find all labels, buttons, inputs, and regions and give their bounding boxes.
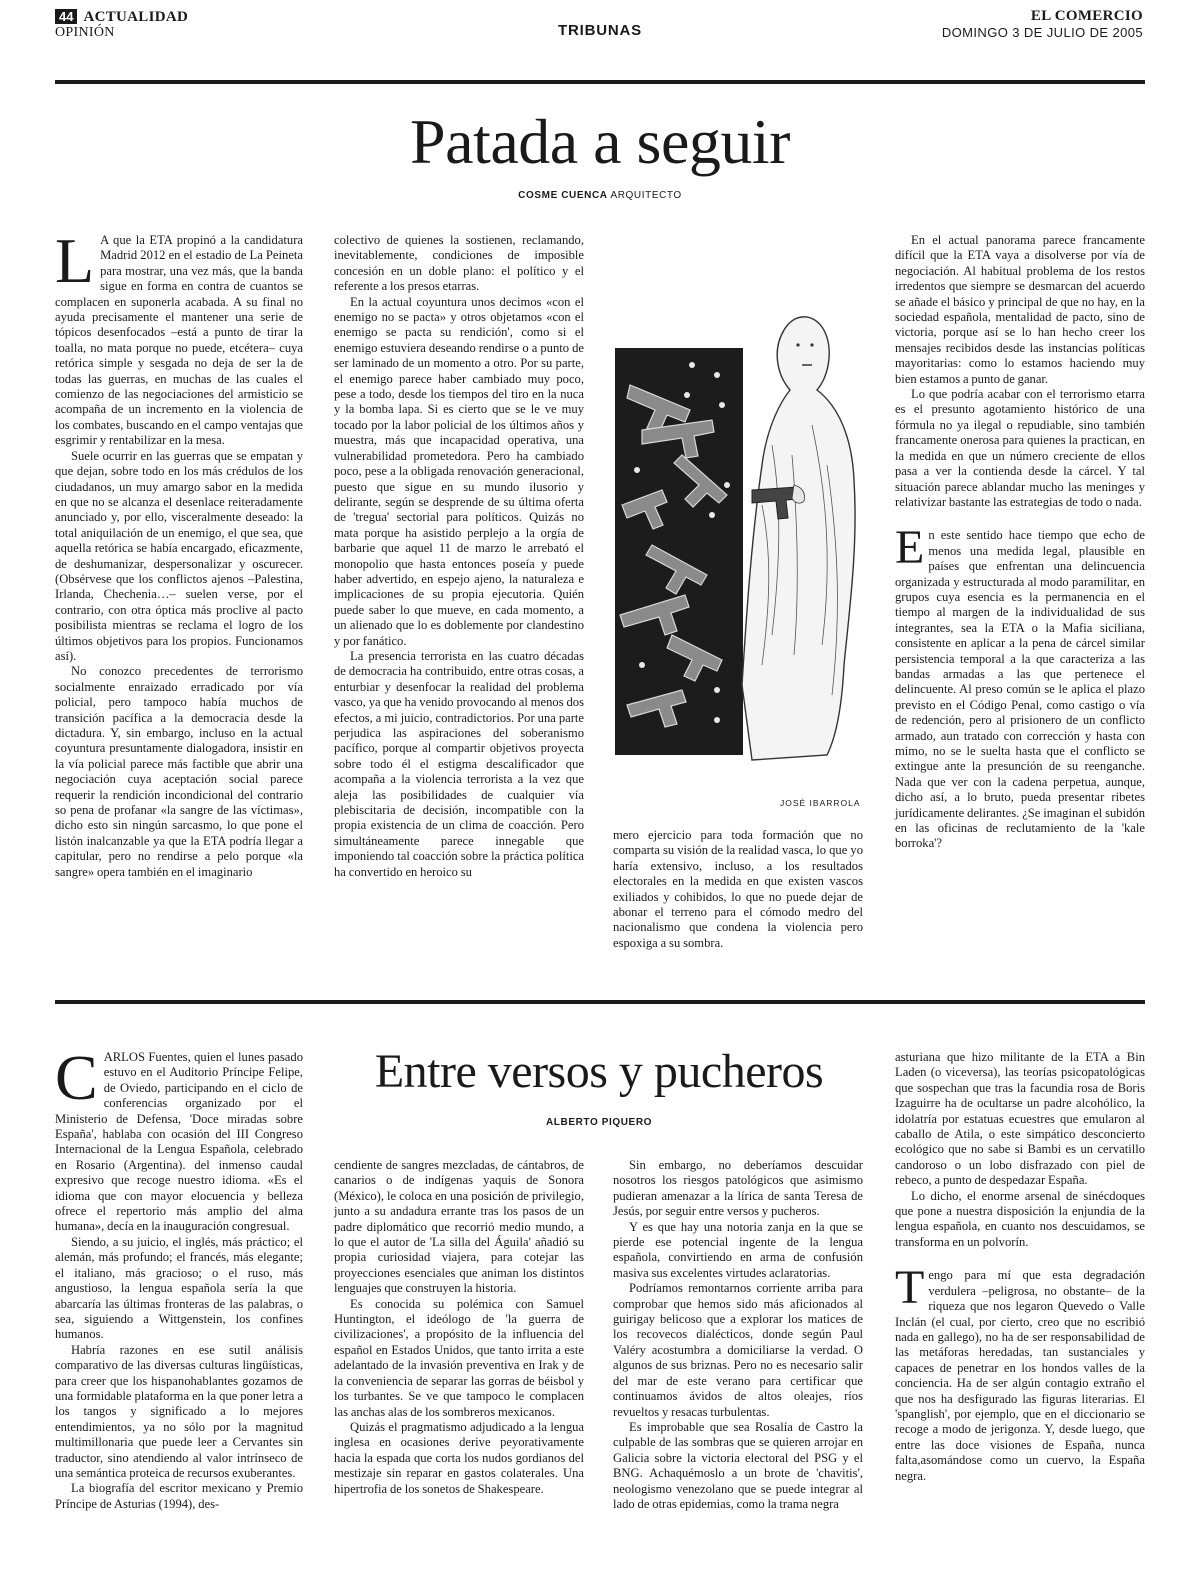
illustration-credit: JOSÉ IBARROLA xyxy=(780,798,861,808)
article2-paragraph: La biografía del escritor mexicano y Premio Príncipe de Asturias (1994), des- xyxy=(55,1481,303,1511)
article2-paragraph: Sin embargo, no deberíamos descuidar nosotros los riesgos patológicos que asimismo pudieran amenazar a la lírica de santa Teresa de Jesús, por seguir entre versos y pucheros. xyxy=(613,1158,863,1219)
article2-column-4 xyxy=(895,1050,1145,1484)
article1-title: Patada a seguir xyxy=(410,106,790,177)
article2-byline xyxy=(334,1117,864,1128)
article1-illustration xyxy=(612,305,872,805)
article1-paragraph: n este sentido hace tiempo que echo de menos una medida legal, plausible en países que enfrentan una delincuencia organizada y estructurada al modo paramilitar, en grupos cuya esencia es la permanencia en el tiempo al margen de la individualidad de sus integrantes, sea la ETA o la Mafia siciliana, consistente en aplicar a la pena de cárcel similar persistencia temporal a la que caracteriza a las bandas armadas a las que pertenece el delincuente. Al preso común se le aplica el plazo previsto en el Código Penal, como castigo o vía de redención, pero al prisionero de un conflicto armado, aun tratado con corrección y hasta con mimo, no se le suelta hasta que el conflicto se extingue ante la presunción de su reenganche. Nada que ver con la cadena perpetua, aunque, dicho así, a lo bruto, pueda presentar ribetes jurídicamente delirantes. ¿Se imaginan el subidón en las oficinas de reclutamiento de la 'kale borroka'? xyxy=(895,528,1145,851)
article2-paragraph: Y es que hay una notoria zanja en la que se pierde ese potencial ingente de la lengua española, convirtiendo en arma de confusión masiva sus excelentes virtudes aclaratorias. xyxy=(613,1219,863,1280)
article2-paragraph: Fuentes, quien el lunes pasado estuvo en el Auditorio Príncipe Felipe, de Oviedo, participando en el ciclo de conferencias organizado por el Ministerio de Defensa, 'Doce miradas sobre España', hablaba con ocasión del III Congreso Internacional de la Lengua Española, celebrado en Rosario (Argentina). del inmenso caudal expresivo que recoge nuestro idioma. «Es el idioma que con mayor elocuencia y belleza ofrece el repertorio más amplio del alma humana», decía en la inauguración congresual. xyxy=(55,1050,303,1234)
article2-paragraph: engo para mí que esta degradación verdulera –peligrosa, no obstante– de la riqueza que nos legaron Quevedo o Valle Inclán (el cual, por cierto, creo que no escribió nada en gallego), no ha de ser responsabilidad de las metáforas heredadas, tan sustanciales y capaces de penetrar en los hondos valles de la conciencia. Ha de ser algún contagio extraño el que nos ha desfigurado las figuras literarias. El 'spanglish', por ejemplo, que en el diccionario se recoge a modo de jerigonza. Y, desde luego, que entre las doce visiones de España, nunca falta,asomándose como un cuervo, la España negra. xyxy=(895,1268,1145,1483)
article1-paragraph: No conozco precedentes de terrorismo socialmente enraizado erradicado por vía policial, pero tampoco había muchos de transición pacífica a la democracia desde la dictadura. Y, sin embargo, incluso en la actual coyuntura presuntamente dialogadora, insistir en la vía policial parece más factible que abrir una negociación cuya aceptación social parece requerir la rendición incondicional del contrario so pena de profanar «la sangre de las víctimas», dicho esto sin ningún sarcasmo, lo que pone el listón inalcanzable ya que la ETA podría llegar a capitular, pero no rendirse a pelo porque «la sangre» opera también en el imaginario xyxy=(55,664,303,879)
article2-author: ALBERTO PIQUERO xyxy=(545,1117,653,1128)
article2-drop-cap: C xyxy=(55,1042,98,1113)
article1-column-3 xyxy=(613,828,863,951)
article1-byline xyxy=(0,190,1200,201)
article1-drop-cap-e: E xyxy=(895,521,925,575)
article1-column-2 xyxy=(334,233,584,880)
article1-paragraph: A que la ETA propinó a la candidatura Madrid 2012 en el estadio de La Peineta para mostrar, una vez más, que la banda sigue en forma en contra de cuantos se complacen en suponerla acabada. A su final no ayuda precisamente el mantener una serie de tópicos desenfocados –está a punto de tirar la toalla, no mata porque no puede, etcétera– cuya retórica simple y sesgada no deja de ser la de todas las guerras, en muchas de las cuales el comienzo de las negociaciones del armisticio se acompaña de un incremento en la violencia de los combates, buscando en el campo ventajas que esgrimir y rentabilizar en la mesa. xyxy=(55,233,303,448)
article1-column-1 xyxy=(55,225,303,880)
article2-paragraph: Es conocida su polémica con Samuel Huntington, el ideólogo de 'la guerra de civilizaciones', a propósito de la influencia del español en Estados Unidos, que tanto irrita a este adelantado de la invasión preventiva en Irak y de la conveniencia de separar las gorras de béisbol y los turbantes. Se ve que tampoco le complacen las anchas alas de los sombreros mexicanos. xyxy=(334,1296,584,1419)
article1-author-role: ARQUITECTO xyxy=(610,190,682,201)
article2-paragraph: Siendo, a su juicio, el inglés, más práctico; el alemán, más profundo; el francés, más elegante; el italiano, más gracioso; o el ruso, más angustioso, la lengua española sería la que abarcaría las últimas fronteras de las palabras, o sea, siguiendo a Wittgenstein, los confines humanos. xyxy=(55,1234,303,1342)
newspaper-name: EL COMERCIO xyxy=(1030,8,1143,24)
article1-drop-cap: L xyxy=(55,225,95,296)
illustration-guns-figure xyxy=(612,305,872,805)
page-header-left xyxy=(55,8,188,26)
article2-paragraph: Es improbable que sea Rosalía de Castro la culpable de las sombras que se quieren arrojar en Galicia sobre la victoria electoral del PSG y el BNG. Achaquémoslo a un brote de 'chavitis', neologismo venezolano que se puede integrar al lado de otras epidemias, como la trama negra xyxy=(613,1419,863,1511)
article1-paragraph: colectivo de quienes la sostienen, reclamando, inevitablemente, condiciones de imposible concesión en un doble plano: el político y el referente a los presos etarras. xyxy=(334,233,584,294)
article1-paragraph: En la actual coyuntura unos decimos «con el enemigo no se pacta» y otros objetamos «con el enemigo se pacta su rendición', como si el enemigo estuviera deseando rendirse o a punto de ser laminado de un momento a otro. Por su parte, el enemigo parece haber cambiado muy poco, pese a todo, desde los tiempos del tiro en la nuca y la bomba lapa. Si es cierto que se le ve muy tocado por la labor policial de los últimos años y muestra, más que incapacidad operativa, una vulnerabilidad prometedora. Pero ha cambiado poco, pese a la obligada renovación generacional, puesto que sigue en su mundo ilusorio y delirante, según se desprende de su última oferta de 'tregua' sectorial para políticos. Quizás no mata porque ha asistido perplejo a la orgía de barbarie que aquel 11 de marzo le arrebató el monopolio que hasta entonces poseía y puede haber advertido, en espejo ajeno, la naturaleza e implicaciones de su propia ejecutoria. Quién puede saber lo que mueve, en cada momento, a un alienado que lo es doblemente por clandestino y por fanático. xyxy=(334,294,584,648)
article2-paragraph: cendiente de sangres mezcladas, de cántabros, de canarios o de indígenas yaquis de Sonora (México), le coloca en una posición de privilegio, junto a su andadura errante tras los pasos de un padre diplomático que recorrió medio mundo, a lo que el autor de 'La silla del Águila' añadió su propia curiosidad viajera, para cotejar las proyecciones esenciales que animan los distintos lenguajes que construyen la historia. xyxy=(334,1158,584,1296)
article2-column-3 xyxy=(613,1158,863,1512)
article2-drop-cap-t: T xyxy=(895,1261,925,1315)
article1-paragraph: mero ejercicio para toda formación que no comparta su visión de la realidad vasca, lo que yo haría extensivo, incluso, a los resultados electorales en la medida en que existen vascos exiliados y cohibidos, lo que no puede dejar de abonar el terreno para el cómodo medro del nacionalismo que condena la violencia pero espoxiga a su sombra. xyxy=(613,828,863,950)
article2-lead-caps: ARLOS xyxy=(103,1050,145,1064)
header-rule xyxy=(55,80,1145,84)
article2-paragraph: Habría razones en ese sutil análisis comparativo de las diversas culturas lingüísticas, para creer que los hispanohablantes gozamos de una formidable plataforma en la que poner letra a los tangos y significado a lo mejores entendimientos, ya no sólo por la magnitud multimillonaria que puede leer a Cervantes sin traductor, sino atendiendo al valor intrínseco de una semántica proteica de recursos exuberantes. xyxy=(55,1342,303,1480)
section-center-title: TRIBUNAS xyxy=(558,22,642,39)
publication-date: DOMINGO 3 DE JULIO DE 2005 xyxy=(941,25,1143,40)
article1-paragraph: Lo que podría acabar con el terrorismo etarra es el presunto agotamiento histórico de una fórmula no ya ilegal o repudiable, sino también francamente onerosa para quienes la practican, en la medida en que un número creciente de ellos pasa a ver la contienda desde la cárcel. Y tal situación parece ablandar mucho las meninges y relativizar bastante las estrategias de todo o nada. xyxy=(895,387,1145,509)
article-divider-rule xyxy=(55,1000,1145,1004)
page-number: 44 xyxy=(55,9,77,24)
article1-paragraph: En el actual panorama parece francamente difícil que la ETA vaya a disolverse por vía de negociación. Al habitual problema de los restos irredentos que siempre se desmarcan del acuerdo se añade el básico y principal de que no hay, en la sociedad española, mentalidad de pacto, sino de victoria, porque así se lo han hecho creer los mensajes recibidos desde las instancias políticas mayoritarias: como lo estamos haciendo muy bien estamos a punto de ganar. xyxy=(895,233,1145,386)
article2-column-2 xyxy=(334,1158,584,1497)
article2-paragraph: Quizás el pragmatismo adjudicado a la lengua inglesa en ocasiones derive peyorativamente hacia la espada que corta los nudos gordianos del mestizaje sin reparar en gastos colaterales. Una hipertrofia de los sonetos de Shakespeare. xyxy=(334,1419,584,1496)
article2-column-1 xyxy=(55,1042,303,1512)
article2-paragraph: Podríamos remontarnos corriente arriba para comprobar que hemos sido más aficionados al guirigay belicoso que a explorar los matices de los recovecos dialécticos, donde según Paul Valéry acostumbra a domiciliarse la verdad. O algunos de sus briznas. Pero no es necesario salir del mar de este verano para certificar que continuamos ávidos de altos oleajes, ríos revueltos y resacas turbulentas. xyxy=(613,1281,863,1419)
article2-title: Entre versos y pucheros xyxy=(374,1045,824,1098)
article1-author: COSME CUENCA xyxy=(518,190,608,201)
subsection-label: OPINIÓN xyxy=(55,25,115,40)
article2-paragraph: asturiana que hizo militante de la ETA a Bin Laden (o viceversa), las teorías psicopatológicas que sospechan que tras la facundia rosa de Boris Izaguirre ha de ocultarse un padre alcohólico, la idolatría por estatuas ecuestres que emularon al caballo de Atila, o este simpático desconcierto ecológico que no sabe si Bambi es un cervatillo candoroso o un lobo disfrazado con piel de rebeco, a punto de despedazar España. xyxy=(895,1050,1145,1188)
article1-column-4 xyxy=(895,233,1145,852)
article2-paragraph: Lo dicho, el enorme arsenal de sinécdoques que pone a nuestra disposición la enjundia de la lengua española, en cuanto nos descuidamos, se transforma en un polvorín. xyxy=(895,1188,1145,1249)
section-label: ACTUALIDAD xyxy=(83,9,189,25)
article1-paragraph: La presencia terrorista en las cuatro décadas de democracia ha contribuido, entre otras cosas, a enturbiar y desenfocar la realidad del problema vasco, ya que ha venido provocando al menos dos efectos, a mi juicio, contradictorios. Por una parte perjudica las aspiraciones del soberanismo pacífico, porque al compartir objetivos proyecta sobre todo él el estigma descalificador que acompaña a la violencia terrorista a la vez que aleja las posibilidades de cualquier vía plebiscitaria de decisión, incompatible con la propia existencia de un clima de coacción. Pero simultáneamente parece innegable que imponiendo tal coacción sobre la práctica política ha convertido en heroico su xyxy=(334,648,584,879)
article1-paragraph: Suele ocurrir en las guerras que se empatan y que dejan, sobre todo en los más crédulos de los ciudadanos, un muy amargo sabor en la medida en que no se alcanza el desenlace reiteradamente anunciado y, por ello, visceralmente deseado: la total aniquilación de un enemigo, el que sea, que aquella retórica se había encargado, eficazmente, de deshumanizar, despersonalizar y oscurecer. (Obsérvese que los conflictos ajenos –Palestina, Irlanda, Chechenia…– suelen verse, por el contrario, con otra óptica más proclive al pacto posibilista mientras se reclama el logro de los últimos objetivos para los propios. Funcionamos así). xyxy=(55,448,303,663)
